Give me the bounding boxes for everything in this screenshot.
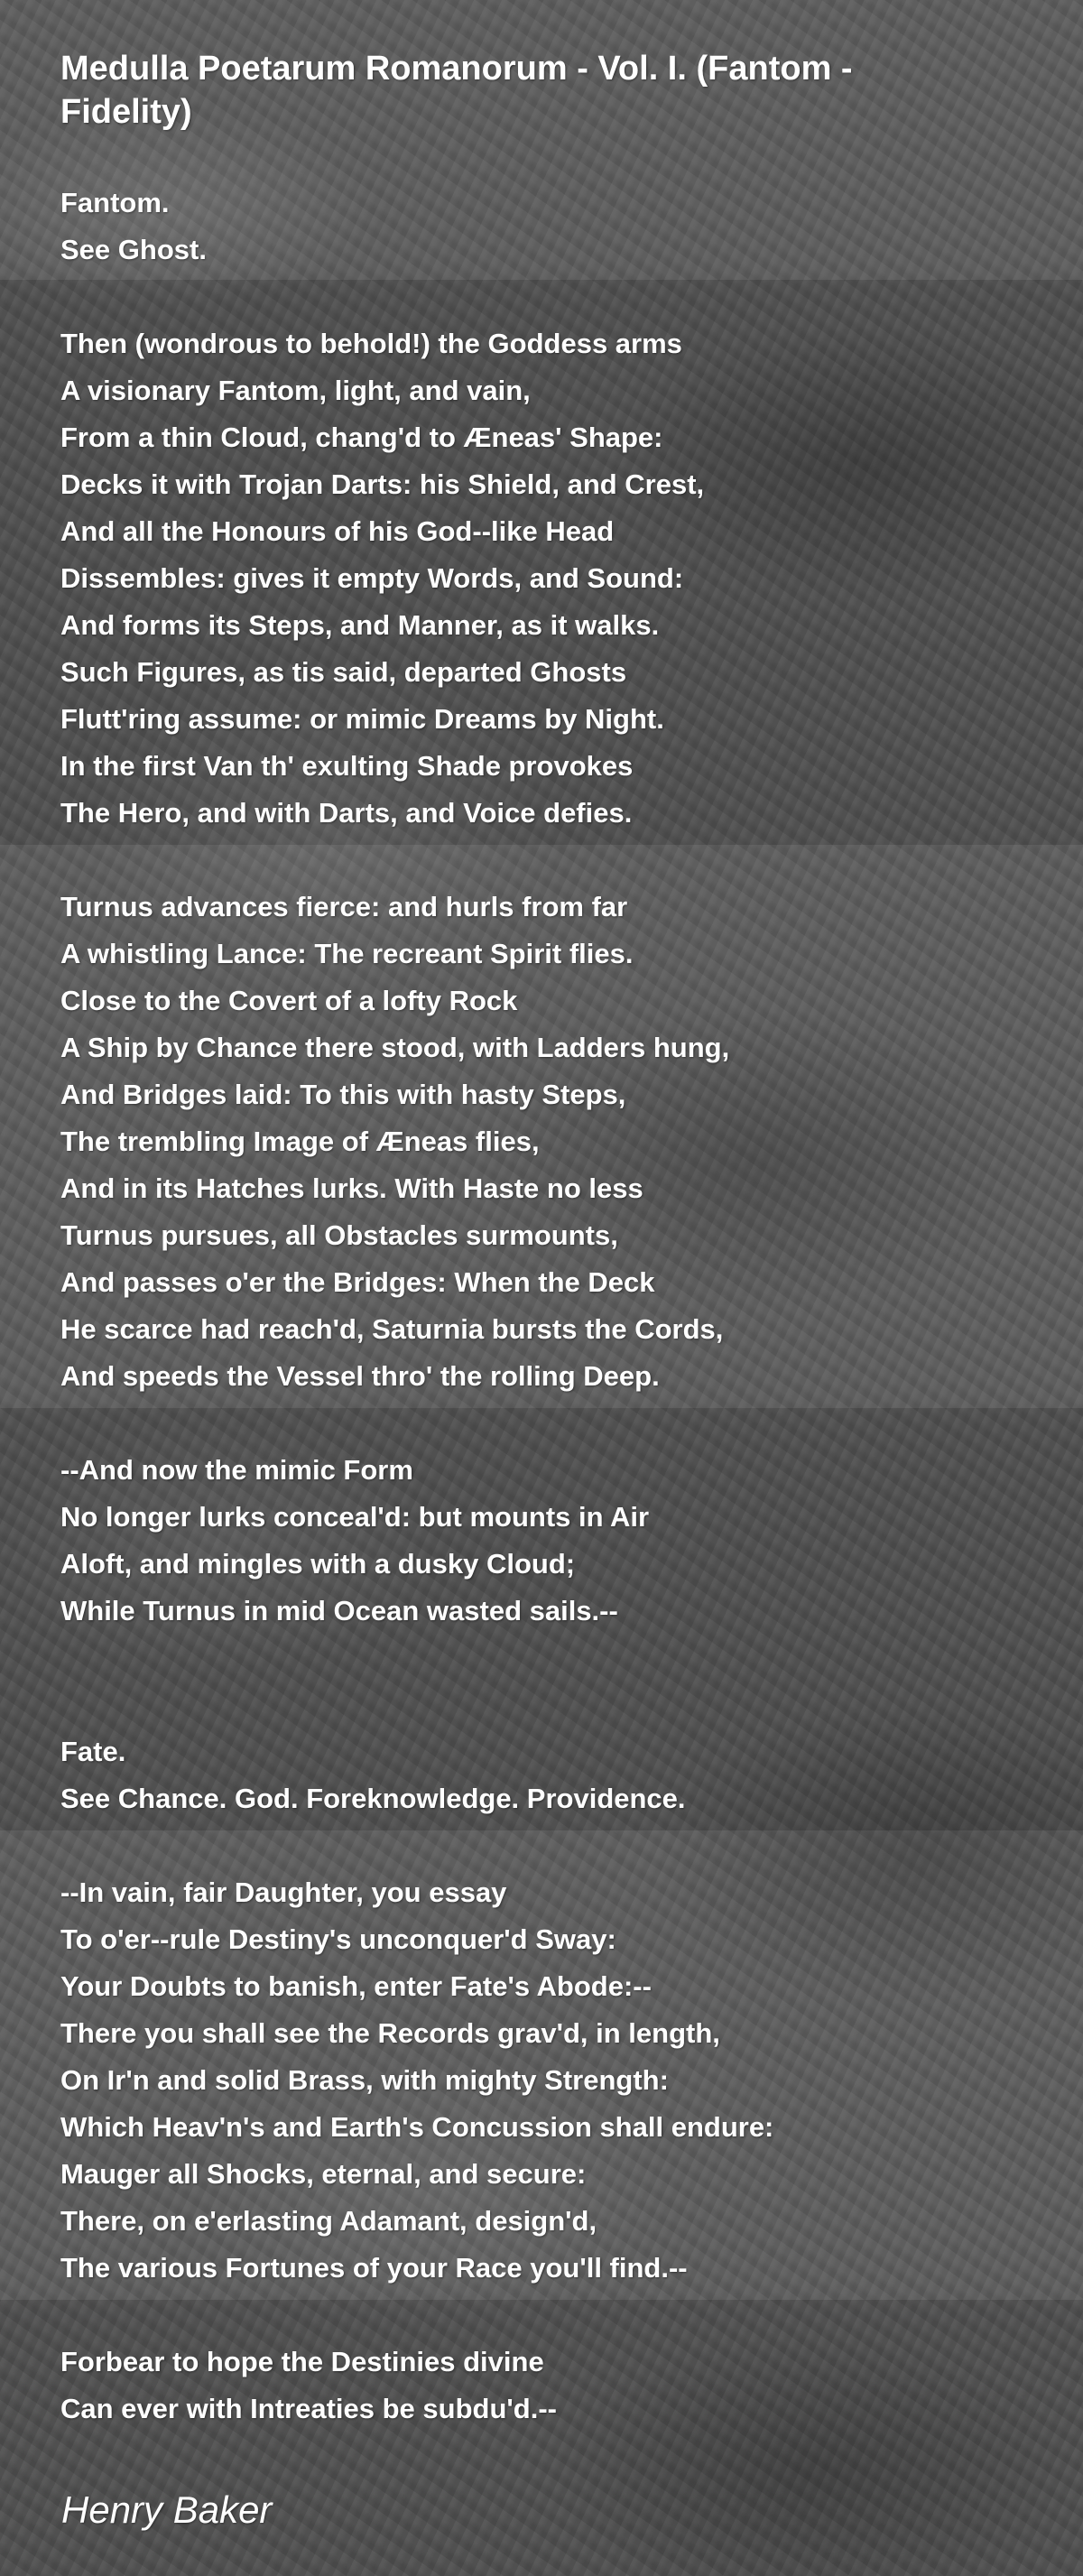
poem-content <box>60 47 1035 2479</box>
poem-line: There you shall see the Records grav'd, in length, <box>60 2017 720 2049</box>
stanza <box>60 884 1035 1400</box>
stanza <box>60 1728 1035 1822</box>
poem-line: Close to the Covert of a lofty Rock <box>60 985 518 1016</box>
poem-line: He scarce had reach'd, Saturnia bursts the Cords, <box>60 1313 724 1345</box>
poem-line: Which Heav'n's and Earth's Concussion shall endure: <box>60 2111 774 2143</box>
poem-line: And speeds the Vessel thro' the rolling Deep. <box>60 1360 660 1392</box>
poem-line: Mauger all Shocks, eternal, and secure: <box>60 2158 587 2190</box>
cross-reference: See Chance. God. Foreknowledge. Providence. <box>60 1783 686 1814</box>
poem-line: Then (wondrous to behold!) the Goddess arms <box>60 328 682 359</box>
poem-title: Medulla Poetarum Romanorum - Vol. I. (Fantom - Fidelity) <box>60 50 853 131</box>
author-name: Henry Baker <box>61 2488 273 2531</box>
poem-line: In the first Van th' exulting Shade provokes <box>60 750 634 782</box>
poem-line: And forms its Steps, and Manner, as it walks. <box>60 609 660 641</box>
poem-line: A whistling Lance: The recreant Spirit flies. <box>60 938 634 969</box>
stanza <box>60 180 1035 273</box>
poem-line: The various Fortunes of your Race you'll find.-- <box>60 2252 688 2284</box>
poem-line: And all the Honours of his God--like Head <box>60 515 615 547</box>
poem-line: And passes o'er the Bridges: When the Deck <box>60 1266 655 1298</box>
poem-line: The trembling Image of Æneas flies, <box>60 1126 540 1157</box>
poem-line: To o'er--rule Destiny's unconquer'd Sway: <box>60 1923 616 1955</box>
poem-line: From a thin Cloud, chang'd to Æneas' Shape: <box>60 422 663 453</box>
poem-line: Forbear to hope the Destinies divine <box>60 2346 544 2377</box>
poem-line: --And now the mimic Form <box>60 1454 413 1486</box>
poem-line: Flutt'ring assume: or mimic Dreams by Night. <box>60 703 664 735</box>
poem-line: Such Figures, as tis said, departed Ghosts <box>60 656 627 688</box>
poem-line: Aloft, and mingles with a dusky Cloud; <box>60 1548 576 1580</box>
stanza <box>60 320 1035 837</box>
poem-line: Can ever with Intreaties be subdu'd.-- <box>60 2393 557 2424</box>
poem-line: Dissembles: gives it empty Words, and Sound: <box>60 562 684 594</box>
poem-line: There, on e'erlasting Adamant, design'd, <box>60 2205 597 2237</box>
poem-line: A visionary Fantom, light, and vain, <box>60 375 531 406</box>
poem-line: The Hero, and with Darts, and Voice defies. <box>60 797 633 829</box>
cross-reference: See Ghost. <box>60 234 207 265</box>
poem-line: And in its Hatches lurks. With Haste no less <box>60 1172 643 1204</box>
poem-body <box>60 180 1035 2432</box>
poem-line: And Bridges laid: To this with hasty Steps, <box>60 1079 626 1110</box>
poem-line: No longer lurks conceal'd: but mounts in Air <box>60 1501 650 1533</box>
poem-line: --In vain, fair Daughter, you essay <box>60 1876 507 1908</box>
poem-line: Your Doubts to banish, enter Fate's Abode:-- <box>60 1970 652 2002</box>
poem-line: On Ir'n and solid Brass, with mighty Strength: <box>60 2064 669 2096</box>
stanza <box>60 1447 1035 1635</box>
poem-line: Turnus advances fierce: and hurls from far <box>60 891 628 922</box>
poem-line: While Turnus in mid Ocean wasted sails.-- <box>60 1595 618 1626</box>
poem-line: Turnus pursues, all Obstacles surmounts, <box>60 1219 618 1251</box>
poem-line: A Ship by Chance there stood, with Ladders hung, <box>60 1032 730 1063</box>
stanza <box>60 1869 1035 2292</box>
poem-line: Decks it with Trojan Darts: his Shield, and Crest, <box>60 468 705 500</box>
stanza <box>60 2339 1035 2432</box>
entry-heading: Fate. <box>60 1736 126 1767</box>
entry-heading: Fantom. <box>60 187 170 218</box>
